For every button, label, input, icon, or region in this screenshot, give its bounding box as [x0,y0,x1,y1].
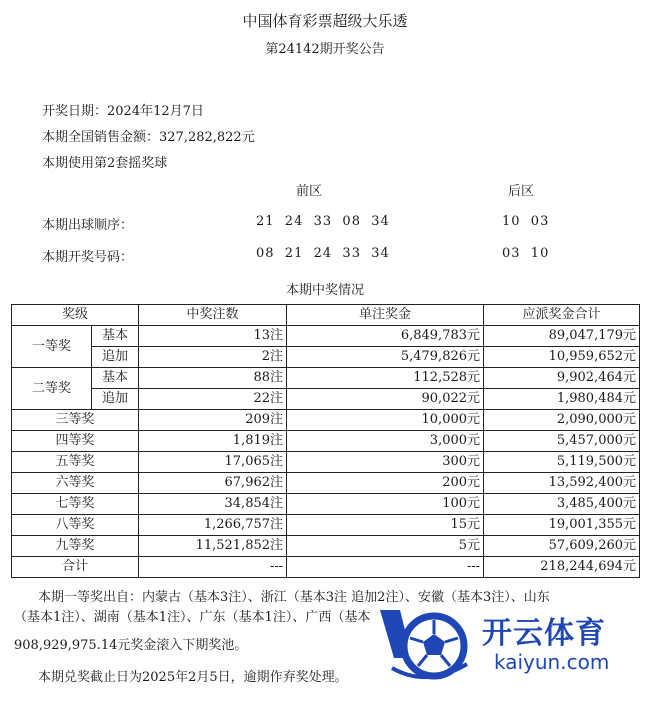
sub-extra: 追加 [92,389,139,410]
total: 1,980,484元 [484,389,640,410]
winning-numbers-label: 本期开奖号码： [42,250,134,265]
table-row [12,515,640,536]
prize-table [11,304,640,578]
prize-level: 五等奖 [12,452,139,473]
prize: 3,000元 [287,431,484,452]
draw-order-back: 10 03 [502,214,550,229]
level-first: 一等奖 [12,326,92,368]
announcement-subtitle: 第24142期开奖公告 [265,42,385,57]
table-row [12,389,640,410]
table-row [12,473,640,494]
ball-set: 本期使用第2套摇奖球 [42,156,168,171]
count: 209注 [139,410,287,431]
front-zone-label: 前区 [296,184,323,199]
total: 3,485,400元 [484,494,640,515]
prize: 300元 [287,452,484,473]
prize: 5,479,826元 [287,347,484,368]
table-row [12,410,640,431]
count: 2注 [139,347,287,368]
prize: 100元 [287,494,484,515]
prize-level: 七等奖 [12,494,139,515]
total: 89,047,179元 [484,326,640,347]
count: 67,962注 [139,473,287,494]
draw-date: 开奖日期：2024年12月7日 [42,104,204,119]
table-row [12,452,640,473]
count: 1,266,757注 [139,515,287,536]
winning-numbers-back: 03 10 [502,246,550,261]
table-row [12,326,640,347]
table-header-row [12,305,640,326]
total: 10,959,652元 [484,347,640,368]
prize-level: 三等奖 [12,410,139,431]
back-zone-label: 后区 [508,184,535,199]
count: 88注 [139,368,287,389]
count: 11,521,852注 [139,536,287,557]
table-row [12,368,640,389]
total: 13,592,400元 [484,473,640,494]
soccer-ball-icon [372,598,472,690]
sum-total: 218,244,694元 [484,557,640,578]
prize: 10,000元 [287,410,484,431]
prize-level: 八等奖 [12,515,139,536]
sales-amount: 本期全国销售金额：327,282,822元 [42,130,255,145]
draw-order-label: 本期出球顺序： [42,218,134,233]
watermark-logo [372,598,642,690]
prize: 200元 [287,473,484,494]
count: 17,065注 [139,452,287,473]
total: 5,119,500元 [484,452,640,473]
prize-level: 四等奖 [12,431,139,452]
count: 22注 [139,389,287,410]
first-prize-origin-line2: （基本1注）、湖南（基本1注）、广东（基本1注）、广西（基本 [14,610,371,625]
total: 19,001,355元 [484,515,640,536]
prize: 5元 [287,536,484,557]
winning-numbers-front: 08 21 24 33 34 [256,246,390,261]
header-level: 奖级 [12,305,139,326]
first-prize-origin-line1: 本期一等奖出自：内蒙古（基本3注）、浙江（基本3注 追加2注）、安徽（基本3注）、山东 [38,590,550,605]
watermark-domain: kaiyun.com [494,650,610,674]
sum-prize: --- [287,557,484,578]
sub-basic: 基本 [92,368,139,389]
prize-level: 六等奖 [12,473,139,494]
prize: 90,022元 [287,389,484,410]
prize: 15元 [287,515,484,536]
table-sum-row [12,557,640,578]
announcement-title: 中国体育彩票超级大乐透 [242,12,408,30]
claim-deadline: 本期兑奖截止日为2025年2月5日，逾期作弃奖处理。 [38,670,348,685]
header-count: 中奖注数 [139,305,287,326]
header-prize: 单注奖金 [287,305,484,326]
prize: 6,849,783元 [287,326,484,347]
sum-label: 合计 [12,557,139,578]
header-total: 应派奖金合计 [484,305,640,326]
table-row [12,536,640,557]
total: 9,902,464元 [484,368,640,389]
total: 5,457,000元 [484,431,640,452]
draw-order-front: 21 24 33 08 34 [256,214,390,229]
rollover-note: 908,929,975.14元奖金滚入下期奖池。 [14,638,248,653]
count: 1,819注 [139,431,287,452]
prize-level: 九等奖 [12,536,139,557]
table-row [12,347,640,368]
section-title: 本期中奖情况 [285,283,364,298]
total: 57,609,260元 [484,536,640,557]
prize: 112,528元 [287,368,484,389]
sub-extra: 追加 [92,347,139,368]
sum-count: --- [139,557,287,578]
table-row [12,431,640,452]
sub-basic: 基本 [92,326,139,347]
table-row [12,494,640,515]
total: 2,090,000元 [484,410,640,431]
count: 13注 [139,326,287,347]
watermark-brand: 开云体育 [482,616,606,651]
count: 34,854注 [139,494,287,515]
level-second: 二等奖 [12,368,92,410]
